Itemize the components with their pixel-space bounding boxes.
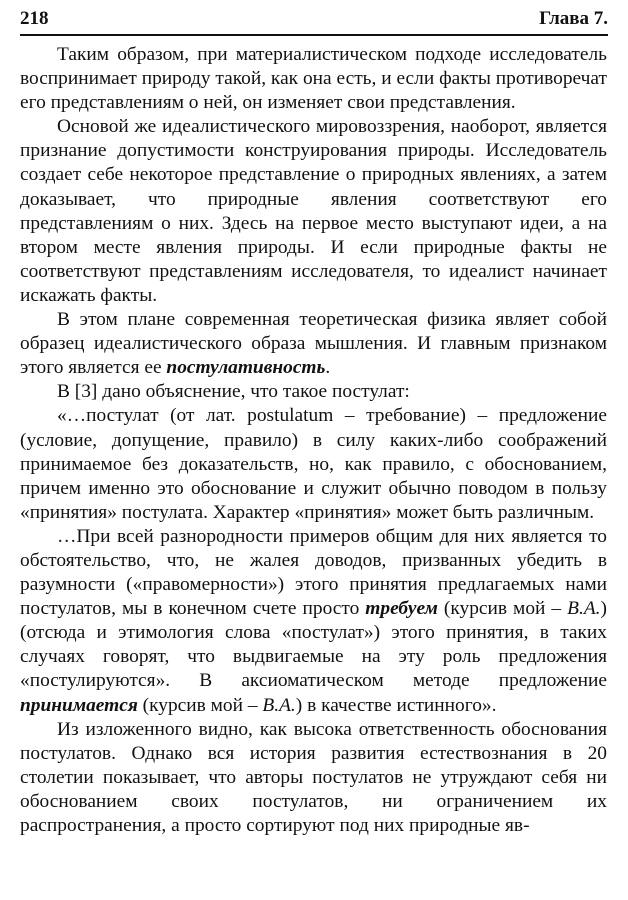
paragraph (20, 43, 607, 115)
chapter-title: Глава 7. (539, 8, 608, 29)
text-run: Из изложенного видно, как высока ответственность обоснования постулатов. Однако вся история развития естествознания в 20 столетии показывает, что авторы постулатов не утруждают себя ни обоснованием своих постулатов, ни ограничением их распространения, а просто сортируют под них природные яв- (20, 718, 607, 836)
text-run: ) в качестве истинного». (295, 694, 497, 716)
emphasized-term: постулативность (166, 357, 326, 379)
italic-initials: В.А. (567, 598, 601, 620)
text-run: (курсив мой – (437, 598, 568, 620)
paragraph (20, 525, 607, 718)
page-number: 218 (20, 8, 49, 29)
paragraph (20, 308, 607, 380)
emphasized-term: требуем (365, 598, 438, 620)
text-run: Основой же идеалистического мировоззрения, наоборот, является признание допустимости конструирования природы. Исследователь создает себе некоторое представление о природных явлениях, а затем доказывает, что природные явления соответствуют его представлениям о них. Здесь на первое место выступают идеи, а на втором месте явления природы. И если природные факты не соответствуют представлениям исследователя, то идеалист начинает искажать факты. (20, 116, 607, 306)
text-run: Таким образом, при материалистическом подходе исследователь воспринимает природу такой, как она есть, и если факты противоречат его представлениям о ней, он изменяет свои представления. (20, 44, 607, 114)
italic-initials: В.А. (262, 694, 296, 716)
text-run: ) (отсюда и этимология слова «постулат») этого принятия, в таких случаях говорят, что выдвигаемые на эту роль предложения «постулируются». В аксиоматическом методе предложение (20, 598, 607, 692)
text-run: «…постулат (от лат. postulatum – требование) – предложение (условие, допущение, правило) в силу каких-либо соображений принимаемое без доказательств, но, как правило, с обоснованием, причем именно это обоснование и служит обычно поводом в пользу «принятия» постулата. Характер «принятия» может быть различным. (20, 405, 607, 523)
paragraph (20, 718, 607, 838)
text-run: . (325, 357, 331, 379)
paragraph (20, 404, 607, 524)
text-run: В [3] дано объяснение, что такое постулат: (57, 381, 410, 403)
emphasized-term: принимается (20, 694, 138, 716)
text-run: В этом плане современная теоретическая физика являет собой образец идеалистического образа мышления. И главным признаком этого является ее (20, 309, 607, 379)
body-text (20, 43, 607, 838)
text-run: …При всей разнородности примеров общим для них является то обстоятельство, что, не жалея доводов, призванных убедить в разумности («правомерности») этого принятия предлагаемых нами постулатов, мы в конечном счете просто (20, 525, 607, 620)
text-run: (курсив мой – (137, 694, 263, 716)
running-header (20, 6, 608, 36)
paragraph (20, 115, 607, 308)
paragraph (20, 380, 607, 404)
